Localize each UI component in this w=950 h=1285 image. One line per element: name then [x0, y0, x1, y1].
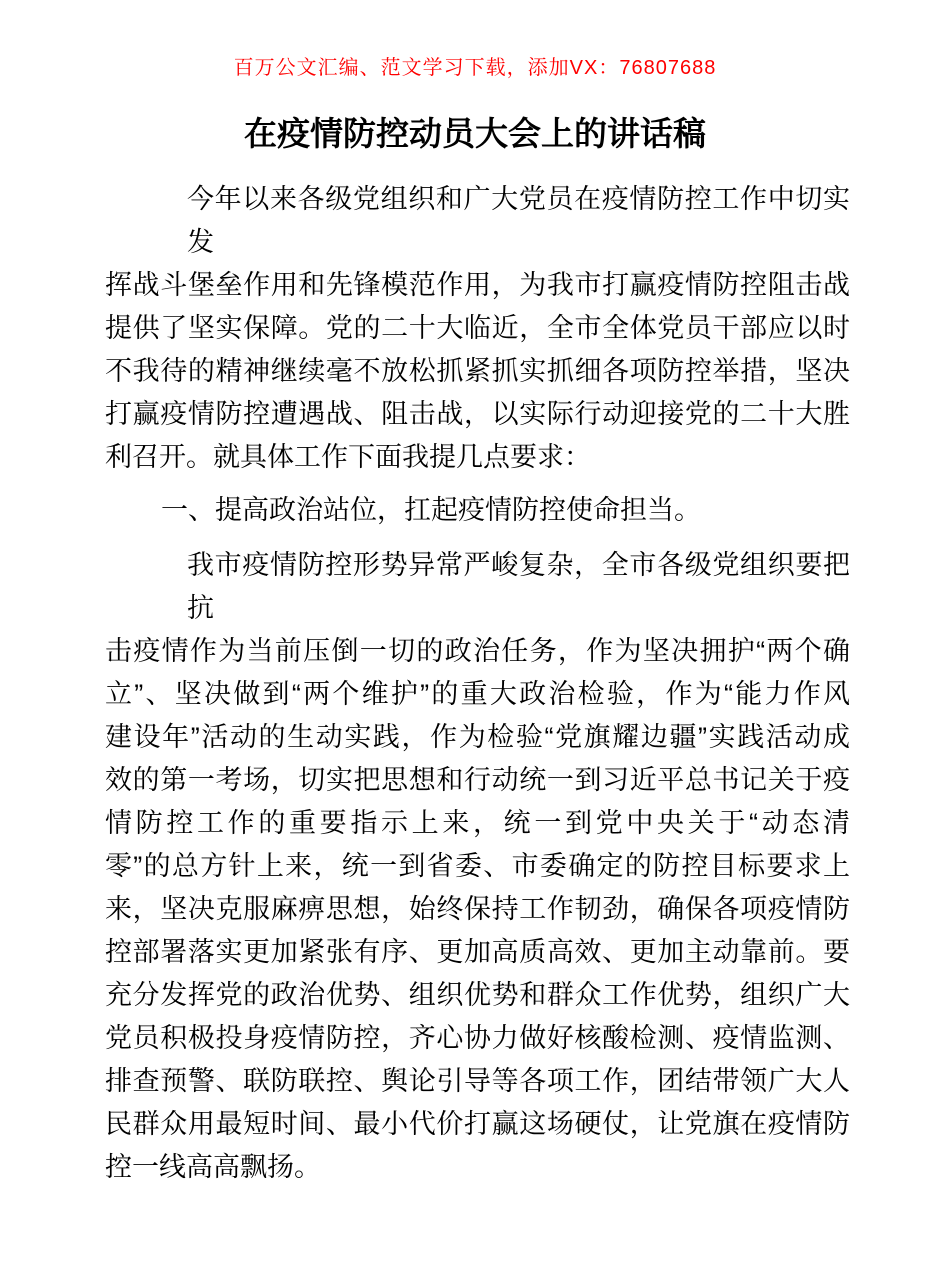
text-line: 不我待的精神继续毫不放松抓紧抓实抓细各项防控举措，坚决	[105, 356, 850, 387]
text-line: 今年以来各级党组织和广大党员在疫情防控工作中切实发	[187, 184, 850, 258]
text-line: 建设年”活动的生动实践，作为检验“党旗耀边疆”实践活动成	[105, 722, 850, 753]
section-heading	[105, 489, 850, 532]
promo-watermark-text: 百万公文汇编、范文学习下载，添加VX：76807688	[233, 57, 717, 79]
paragraph	[105, 544, 850, 1189]
document-page	[0, 55, 950, 1285]
paragraph	[105, 178, 850, 479]
text-line: 打赢疫情防控遭遇战、阻击战，以实际行动迎接党的二十大胜	[105, 399, 850, 430]
text-line: 充分发挥党的政治优势、组织优势和群众工作优势，组织广大	[105, 980, 850, 1011]
document-body	[105, 178, 850, 1189]
text-line: 情防控工作的重要指示上来，统一到党中央关于“动态清	[105, 808, 850, 839]
text-line: 立”、坚决做到“两个维护”的重大政治检验，作为“能力作风	[105, 679, 850, 710]
text-line: 零”的总方针上来，统一到省委、市委确定的防控目标要求上	[105, 851, 850, 882]
text-line: 排查预警、联防联控、舆论引导等各项工作，团结带领广大人	[105, 1066, 850, 1097]
text-line: 击疫情作为当前压倒一切的政治任务，作为坚决拥护“两个确	[105, 636, 850, 667]
text-line: 一、提高政治站位，扛起疫情防控使命担当。	[161, 495, 701, 526]
text-line: 民群众用最短时间、最小代价打赢这场硬仗，让党旗在疫情防	[105, 1109, 850, 1140]
text-line: 控部署落实更加紧张有序、更加高质高效、更加主动靠前。要	[105, 937, 850, 968]
text-line: 党员积极投身疫情防控，齐心协力做好核酸检测、疫情监测、	[105, 1023, 850, 1054]
text-line: 利召开。就具体工作下面我提几点要求：	[105, 442, 591, 473]
text-line: 挥战斗堡垒作用和先锋模范作用，为我市打赢疫情防控阻击战	[105, 270, 850, 301]
document-title: 在疫情防控动员大会上的讲话稿	[244, 115, 706, 152]
text-line: 效的第一考场，切实把思想和行动统一到习近平总书记关于疫	[105, 765, 850, 796]
text-line: 提供了坚实保障。党的二十大临近，全市全体党员干部应以时	[105, 313, 850, 344]
text-line: 来，坚决克服麻痹思想，始终保持工作韧劲，确保各项疫情防	[105, 894, 850, 925]
text-line: 我市疫情防控形势异常严峻复杂，全市各级党组织要把抗	[187, 550, 850, 624]
text-line: 控一线高高飘扬。	[105, 1152, 321, 1183]
